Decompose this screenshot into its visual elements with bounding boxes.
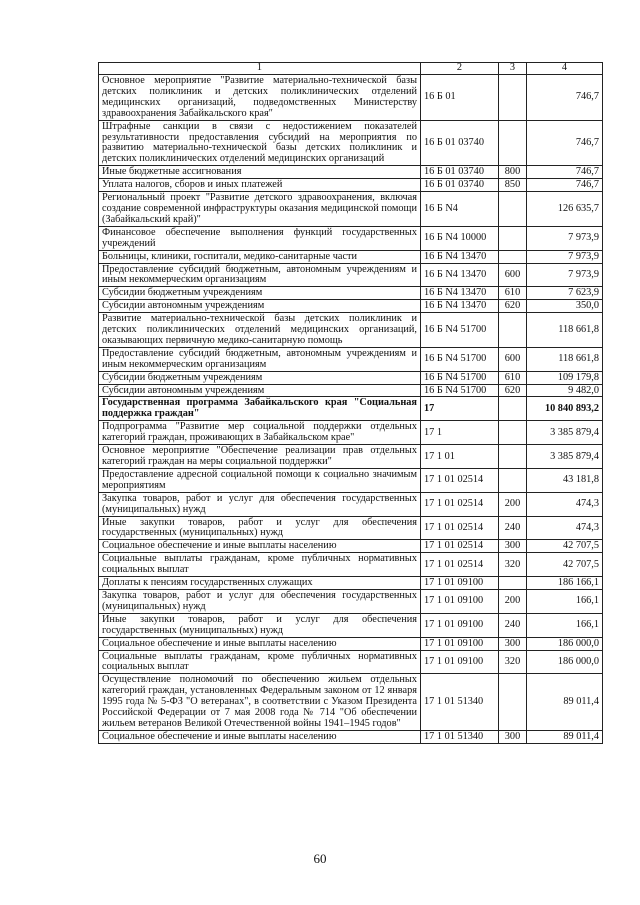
table-row [99, 577, 603, 590]
row-code-cell: 17 1 01 [421, 445, 499, 469]
table-row [99, 445, 603, 469]
table-row [99, 540, 603, 553]
table-row [99, 674, 603, 731]
row-name-cell: Закупка товаров, работ и услуг для обеспечения государственных (муниципальных) нужд [99, 589, 421, 613]
row-code-cell: 16 Б N4 51700 [421, 347, 499, 371]
row-sum-cell: 109 179,8 [527, 371, 603, 384]
row-code-cell: 16 Б N4 13470 [421, 300, 499, 313]
row-type-cell: 200 [499, 492, 527, 516]
column-header-4: 4 [527, 63, 603, 75]
row-sum-cell: 89 011,4 [527, 674, 603, 731]
row-sum-cell: 43 181,8 [527, 468, 603, 492]
row-code-cell: 16 Б N4 51700 [421, 313, 499, 348]
row-name-cell: Иные закупки товаров, работ и услуг для обеспечения государственных (муниципальных) нужд [99, 516, 421, 540]
table-row [99, 250, 603, 263]
row-code-cell: 17 1 [421, 421, 499, 445]
row-code-cell: 17 1 01 51340 [421, 730, 499, 743]
table-row [99, 263, 603, 287]
row-name-cell: Социальные выплаты гражданам, кроме публичных нормативных социальных выплат [99, 553, 421, 577]
row-type-cell: 300 [499, 637, 527, 650]
row-type-cell: 600 [499, 263, 527, 287]
page-number: 60 [313, 851, 327, 866]
row-name-cell: Финансовое обеспечение выполнения функций государственных учреждений [99, 226, 421, 250]
row-name-cell: Субсидии бюджетным учреждениям [99, 371, 421, 384]
row-code-cell: 17 1 01 02514 [421, 553, 499, 577]
row-type-cell [499, 120, 527, 166]
row-type-cell: 300 [499, 730, 527, 743]
row-type-cell [499, 226, 527, 250]
row-sum-cell: 474,3 [527, 492, 603, 516]
row-type-cell: 320 [499, 553, 527, 577]
row-type-cell [499, 445, 527, 469]
row-type-cell [499, 75, 527, 121]
row-type-cell: 320 [499, 650, 527, 674]
column-header-2: 2 [421, 63, 499, 75]
row-sum-cell: 186 000,0 [527, 637, 603, 650]
row-type-cell [499, 468, 527, 492]
table-row [99, 397, 603, 421]
table-row [99, 468, 603, 492]
row-code-cell: 17 1 01 02514 [421, 492, 499, 516]
row-code-cell: 16 Б N4 10000 [421, 226, 499, 250]
row-type-cell: 300 [499, 540, 527, 553]
row-sum-cell: 186 000,0 [527, 650, 603, 674]
row-name-cell: Предоставление субсидий бюджетным, автономным учреждениям и иным некоммерческим организациям [99, 263, 421, 287]
row-code-cell: 16 Б N4 13470 [421, 263, 499, 287]
table-row [99, 226, 603, 250]
row-sum-cell: 746,7 [527, 166, 603, 179]
column-header-3: 3 [499, 63, 527, 75]
column-header-1: 1 [99, 63, 421, 75]
row-type-cell: 850 [499, 179, 527, 192]
row-type-cell: 600 [499, 347, 527, 371]
row-sum-cell: 350,0 [527, 300, 603, 313]
row-name-cell: Закупка товаров, работ и услуг для обеспечения государственных (муниципальных) нужд [99, 492, 421, 516]
table-row [99, 421, 603, 445]
row-name-cell: Государственная программа Забайкальского края "Социальная поддержка граждан" [99, 397, 421, 421]
row-code-cell: 16 Б N4 [421, 192, 499, 227]
table-row [99, 313, 603, 348]
row-type-cell [499, 397, 527, 421]
table-row [99, 730, 603, 743]
row-code-cell: 16 Б 01 03740 [421, 120, 499, 166]
row-code-cell: 16 Б N4 51700 [421, 384, 499, 397]
row-sum-cell: 10 840 893,2 [527, 397, 603, 421]
table-row [99, 75, 603, 121]
row-name-cell: Субсидии автономным учреждениям [99, 300, 421, 313]
row-code-cell: 16 Б N4 13470 [421, 287, 499, 300]
row-sum-cell: 126 635,7 [527, 192, 603, 227]
table-row [99, 192, 603, 227]
row-code-cell: 16 Б 01 03740 [421, 166, 499, 179]
row-type-cell: 200 [499, 589, 527, 613]
table-row [99, 300, 603, 313]
row-type-cell: 240 [499, 516, 527, 540]
table-row [99, 553, 603, 577]
row-code-cell: 17 1 01 02514 [421, 540, 499, 553]
row-name-cell: Социальное обеспечение и иные выплаты населению [99, 540, 421, 553]
row-type-cell: 610 [499, 371, 527, 384]
row-code-cell: 16 Б N4 13470 [421, 250, 499, 263]
row-sum-cell: 746,7 [527, 179, 603, 192]
row-name-cell: Развитие материально-технической базы детских поликлиник и детских поликлинических отделений медицинских организаций, оказывающих первичную медико-санитарную помощь [99, 313, 421, 348]
row-name-cell: Социальное обеспечение и иные выплаты населению [99, 730, 421, 743]
row-type-cell: 610 [499, 287, 527, 300]
row-sum-cell: 3 385 879,4 [527, 445, 603, 469]
table-row [99, 287, 603, 300]
row-code-cell: 17 [421, 397, 499, 421]
row-sum-cell: 7 973,9 [527, 250, 603, 263]
row-sum-cell: 746,7 [527, 120, 603, 166]
row-sum-cell: 7 623,9 [527, 287, 603, 300]
row-name-cell: Региональный проект "Развитие детского здравоохранения, включая создание современной инфраструктуры оказания медицинской помощи (Забайкальский край)" [99, 192, 421, 227]
row-type-cell: 240 [499, 613, 527, 637]
row-code-cell: 17 1 01 09100 [421, 613, 499, 637]
row-sum-cell: 7 973,9 [527, 226, 603, 250]
row-type-cell [499, 577, 527, 590]
table-body [99, 75, 603, 744]
row-sum-cell: 42 707,5 [527, 553, 603, 577]
row-sum-cell: 89 011,4 [527, 730, 603, 743]
row-sum-cell: 166,1 [527, 613, 603, 637]
row-sum-cell: 118 661,8 [527, 347, 603, 371]
row-name-cell: Осуществление полномочий по обеспечению жильем отдельных категорий граждан, установленных Федеральным законом от 12 января 1995 года № 5-ФЗ "О ветеранах", в соответствии с Указом Президента Российской Федерации от 7 мая 2008 года № 714 "Об обеспечении жильем ветеранов Великой Отечественной войны 1941–1945 годов" [99, 674, 421, 731]
table-row [99, 613, 603, 637]
row-sum-cell: 746,7 [527, 75, 603, 121]
row-code-cell: 17 1 01 51340 [421, 674, 499, 731]
row-name-cell: Субсидии автономным учреждениям [99, 384, 421, 397]
row-code-cell: 16 Б 01 [421, 75, 499, 121]
table-row [99, 492, 603, 516]
row-name-cell: Субсидии бюджетным учреждениям [99, 287, 421, 300]
row-type-cell [499, 192, 527, 227]
table-row [99, 347, 603, 371]
table-row [99, 637, 603, 650]
row-name-cell: Предоставление субсидий бюджетным, автономным учреждениям и иным некоммерческим организациям [99, 347, 421, 371]
row-type-cell [499, 313, 527, 348]
row-name-cell: Социальные выплаты гражданам, кроме публичных нормативных социальных выплат [99, 650, 421, 674]
row-type-cell: 620 [499, 300, 527, 313]
row-type-cell [499, 674, 527, 731]
table-row [99, 179, 603, 192]
row-code-cell: 16 Б 01 03740 [421, 179, 499, 192]
row-sum-cell: 9 482,0 [527, 384, 603, 397]
row-type-cell: 620 [499, 384, 527, 397]
row-sum-cell: 474,3 [527, 516, 603, 540]
row-code-cell: 17 1 01 09100 [421, 589, 499, 613]
table-row [99, 384, 603, 397]
row-type-cell: 800 [499, 166, 527, 179]
row-name-cell: Подпрограмма "Развитие мер социальной поддержки отдельных категорий граждан, проживающих в Забайкальском крае" [99, 421, 421, 445]
row-code-cell: 17 1 01 02514 [421, 468, 499, 492]
row-name-cell: Штрафные санкции в связи с недостижением показателей результативности предоставления субсидий на мероприятия по развитию материально-технической базы детских поликлиник и детских поликлинических отделений медицинских организаций [99, 120, 421, 166]
row-code-cell: 16 Б N4 51700 [421, 371, 499, 384]
row-sum-cell: 186 166,1 [527, 577, 603, 590]
row-type-cell [499, 421, 527, 445]
row-name-cell: Иные закупки товаров, работ и услуг для обеспечения государственных (муниципальных) нужд [99, 613, 421, 637]
table-row [99, 650, 603, 674]
row-sum-cell: 42 707,5 [527, 540, 603, 553]
table-row [99, 166, 603, 179]
row-sum-cell: 166,1 [527, 589, 603, 613]
row-code-cell: 17 1 01 09100 [421, 637, 499, 650]
table-row [99, 589, 603, 613]
row-name-cell: Доплаты к пенсиям государственных служащих [99, 577, 421, 590]
row-code-cell: 17 1 01 02514 [421, 516, 499, 540]
row-name-cell: Основное мероприятие "Обеспечение реализации прав отдельных категорий граждан на меры социальной поддержки" [99, 445, 421, 469]
row-sum-cell: 7 973,9 [527, 263, 603, 287]
row-sum-cell: 118 661,8 [527, 313, 603, 348]
row-name-cell: Больницы, клиники, госпитали, медико-санитарные части [99, 250, 421, 263]
row-name-cell: Социальное обеспечение и иные выплаты населению [99, 637, 421, 650]
table-header-row [99, 63, 603, 75]
budget-table [98, 62, 603, 744]
row-name-cell: Основное мероприятие "Развитие материально-технической базы детских поликлиник и детских поликлинических отделений медицинских организаций, подведомственных Министерству здравоохранения Забайкальского края" [99, 75, 421, 121]
row-code-cell: 17 1 01 09100 [421, 650, 499, 674]
row-name-cell: Уплата налогов, сборов и иных платежей [99, 179, 421, 192]
row-sum-cell: 3 385 879,4 [527, 421, 603, 445]
table-row [99, 371, 603, 384]
table-row [99, 516, 603, 540]
row-name-cell: Иные бюджетные ассигнования [99, 166, 421, 179]
row-name-cell: Предоставление адресной социальной помощи к социально значимым мероприятиям [99, 468, 421, 492]
row-code-cell: 17 1 01 09100 [421, 577, 499, 590]
table-row [99, 120, 603, 166]
row-type-cell [499, 250, 527, 263]
